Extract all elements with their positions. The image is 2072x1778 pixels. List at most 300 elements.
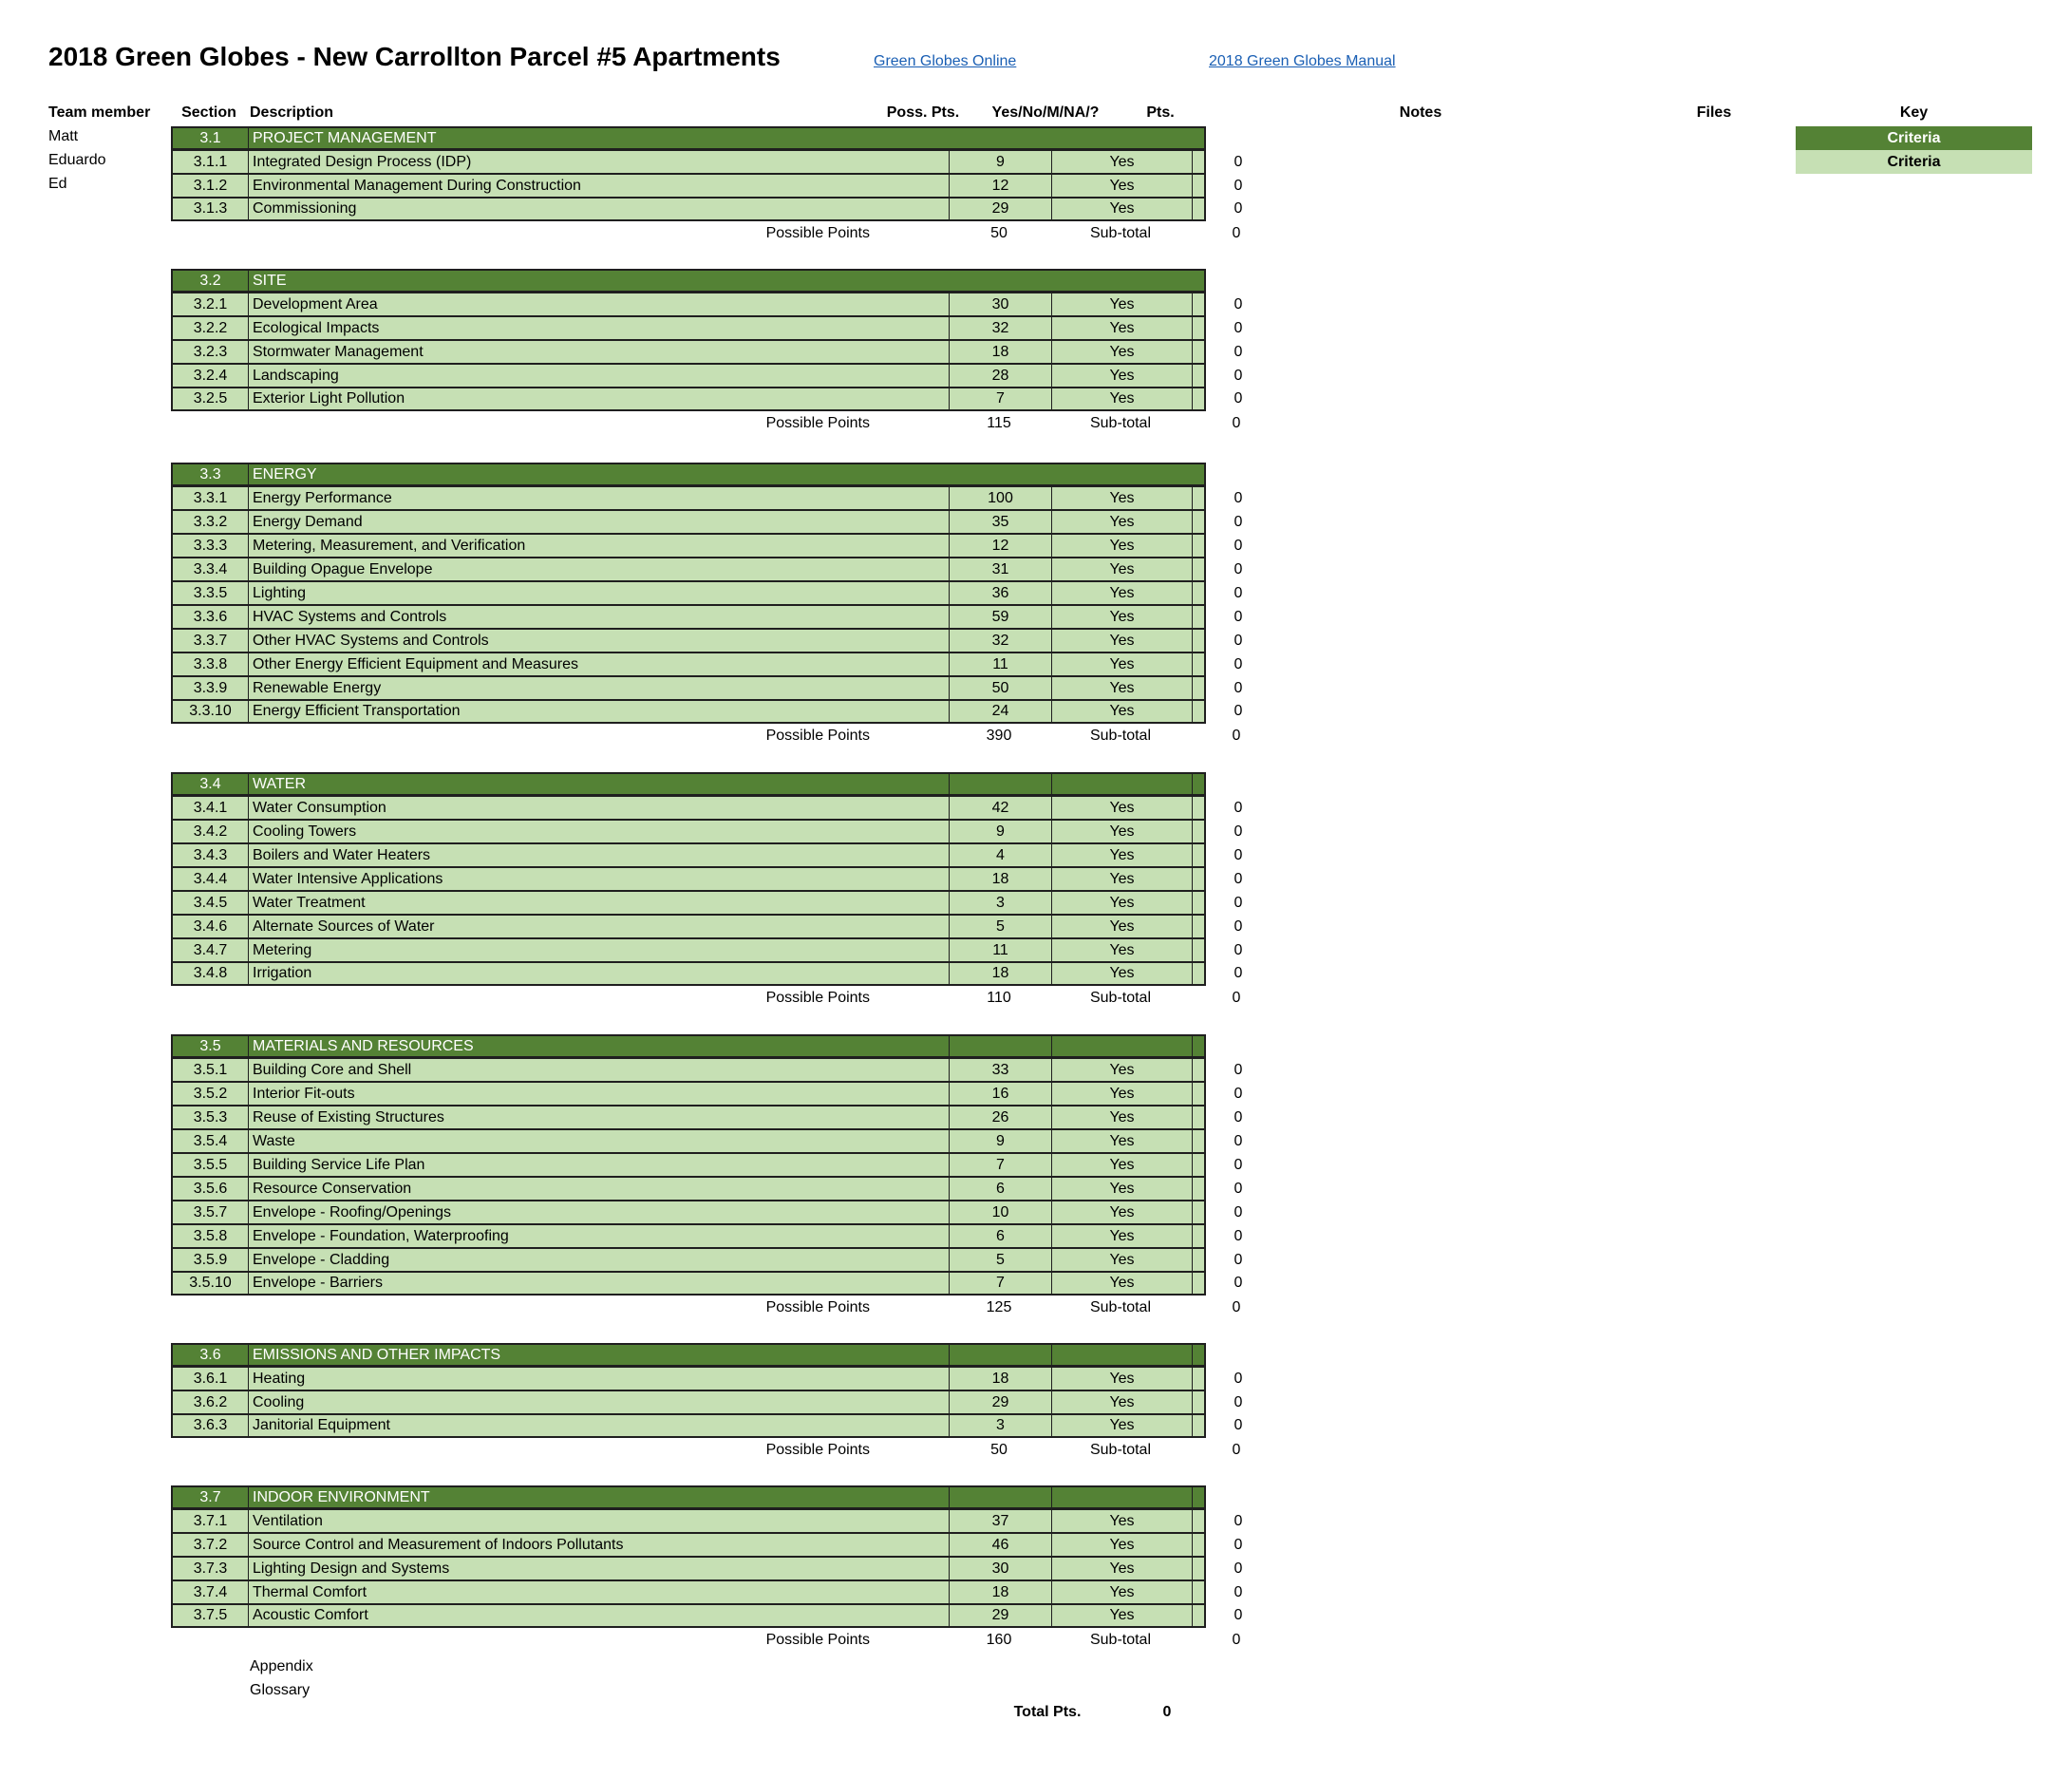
criteria-description: Other HVAC Systems and Controls [249,630,950,652]
points-cell[interactable]: 0 [1234,655,1243,672]
criteria-row [171,1201,1243,1224]
criteria-row [171,486,1243,510]
yes-no-status-cell[interactable]: Yes [1052,341,1193,363]
points-cell[interactable]: 0 [1234,846,1243,863]
section-header-row [171,1034,1206,1058]
criteria-number: 3.3.2 [173,511,249,533]
points-cell[interactable]: 0 [1234,153,1243,170]
subtotal-row [171,221,1241,245]
criteria-row [171,534,1243,558]
criteria-row [171,962,1243,986]
points-cell[interactable]: 0 [1234,870,1243,887]
criteria-number: 3.1.1 [173,151,249,173]
criteria-row [171,820,1243,843]
yes-no-status-cell[interactable]: Yes [1052,1605,1193,1626]
criteria-number: 3.7.4 [173,1581,249,1603]
criteria-number: 3.5.8 [173,1225,249,1247]
possible-points-cell: 6 [950,1178,1052,1200]
criteria-number: 3.5.6 [173,1178,249,1200]
criteria-number: 3.4.6 [173,916,249,937]
possible-points-cell: 29 [950,199,1052,219]
header-key: Key [1899,104,1929,121]
glossary-link[interactable]: Glossary [250,1682,311,1698]
criteria-description: Envelope - Foundation, Waterproofing [249,1225,950,1247]
criteria-row [171,1106,1243,1129]
criteria-row [171,174,1243,198]
criteria-description: Energy Performance [249,487,950,509]
green-globes-manual-link[interactable]: 2018 Green Globes Manual [1209,53,1396,69]
points-cell[interactable]: 0 [1234,1203,1243,1220]
criteria-row [171,340,1243,364]
section-title: WATER [249,774,950,794]
criteria-number: 3.2.3 [173,341,249,363]
possible-points-cell: 59 [950,606,1052,628]
yes-no-status-cell[interactable]: Yes [1052,1510,1193,1532]
page-title: 2018 Green Globes - New Carrollton Parcel #5 Apartments [48,42,781,71]
points-cell[interactable]: 0 [1234,1061,1243,1078]
section-header-blank [950,271,1052,291]
subtotal-value: 0 [1232,415,1241,431]
criteria-description: Ventilation [249,1510,950,1532]
yes-no-status-cell[interactable]: Yes [1052,487,1193,509]
criteria-description: Thermal Comfort [249,1581,950,1603]
criteria-description: Ecological Impacts [249,317,950,339]
key-criteria-light: Criteria [1796,150,2032,174]
criteria-number: 3.3.7 [173,630,249,652]
yes-no-status-cell[interactable]: Yes [1052,388,1193,409]
section-header-blank [1052,1487,1193,1507]
points-cell[interactable]: 0 [1234,390,1243,407]
criteria-description: Envelope - Barriers [249,1273,950,1294]
yes-no-status-cell[interactable]: Yes [1052,511,1193,533]
points-cell[interactable]: 0 [1234,295,1243,312]
criteria-number: 3.2.2 [173,317,249,339]
criteria-row [171,1509,1243,1533]
possible-points-cell: 6 [950,1225,1052,1247]
points-cell[interactable]: 0 [1234,965,1243,981]
criteria-number: 3.3.6 [173,606,249,628]
section-title: EMISSIONS AND OTHER IMPACTS [249,1345,950,1365]
criteria-row [171,796,1243,820]
possible-points-cell: 12 [950,175,1052,197]
section-header-blank [1193,1036,1284,1056]
yes-no-status-cell[interactable]: Yes [1052,1581,1193,1603]
points-cell[interactable]: 0 [1234,1251,1243,1268]
criteria-number: 3.4.2 [173,821,249,842]
criteria-number: 3.4.8 [173,963,249,984]
criteria-row [171,388,1243,411]
points-cell[interactable]: 0 [1234,799,1243,816]
criteria-row [171,293,1243,316]
points-cell[interactable]: 0 [1234,1156,1243,1173]
criteria-description: Resource Conservation [249,1178,950,1200]
subtotal-value: 0 [1232,1632,1241,1648]
section-header-row [171,1343,1206,1367]
subtotal-label: Sub-total [1089,225,1152,241]
yes-no-status-cell[interactable]: Yes [1052,868,1193,890]
section-header-blank [1193,128,1284,148]
possible-points-cell: 11 [950,939,1052,961]
points-cell[interactable]: 0 [1234,894,1243,911]
criteria-row [171,1272,1243,1296]
total-points-label: Total Pts. [1013,1704,1082,1720]
criteria-description: Integrated Design Process (IDP) [249,151,950,173]
criteria-description: Cooling Towers [249,821,950,842]
possible-points-cell: 32 [950,630,1052,652]
section-header-blank [1052,464,1193,484]
points-cell[interactable]: 0 [1234,941,1243,958]
criteria-row [171,700,1243,724]
criteria-description: Boilers and Water Heaters [249,844,950,866]
possible-points-cell: 3 [950,892,1052,914]
possible-points-label: Possible Points [765,1632,870,1648]
points-cell[interactable]: 0 [1234,1132,1243,1149]
criteria-number: 3.5.5 [173,1154,249,1176]
yes-no-status-cell[interactable]: Yes [1052,677,1193,699]
possible-points-cell: 100 [950,487,1052,509]
points-cell[interactable]: 0 [1234,367,1243,384]
criteria-row [171,510,1243,534]
yes-no-status-cell[interactable]: Yes [1052,1107,1193,1128]
yes-no-status-cell[interactable]: Yes [1052,1249,1193,1271]
yes-no-status-cell[interactable]: Yes [1052,199,1193,219]
points-cell[interactable]: 0 [1234,1085,1243,1102]
criteria-number: 3.5.10 [173,1273,249,1294]
criteria-number: 3.5.1 [173,1059,249,1081]
points-cell[interactable]: 0 [1234,1275,1243,1291]
possible-points-cell: 18 [950,963,1052,984]
criteria-number: 3.3.9 [173,677,249,699]
criteria-description: Heating [249,1368,950,1390]
points-cell[interactable]: 0 [1234,177,1243,194]
section-title: PROJECT MANAGEMENT [253,129,437,146]
subtotal-label: Sub-total [1089,1442,1152,1458]
criteria-description: Reuse of Existing Structures [249,1107,950,1128]
possible-points-total: 390 [986,728,1012,744]
points-cell[interactable]: 0 [1234,537,1243,554]
green-globes-online-link[interactable]: Green Globes Online [874,53,1017,69]
criteria-number: 3.3.5 [173,582,249,604]
subtotal-label: Sub-total [1089,1632,1152,1648]
yes-no-status-cell[interactable]: Yes [1052,1225,1193,1247]
yes-no-status-cell[interactable]: Yes [1052,365,1193,387]
possible-points-cell: 7 [950,1273,1052,1294]
possible-points-label: Possible Points [765,225,870,241]
criteria-row [171,316,1243,340]
criteria-row [171,1557,1243,1580]
criteria-row [171,198,1243,221]
criteria-description: Alternate Sources of Water [249,916,950,937]
section-header-row [171,126,1206,150]
section-header-blank [950,1036,1052,1056]
possible-points-label: Possible Points [765,728,870,744]
yes-no-status-cell[interactable]: Yes [1052,1201,1193,1223]
criteria-description: Energy Demand [249,511,950,533]
yes-no-status-cell[interactable]: Yes [1052,963,1193,984]
criteria-number: 3.5.2 [173,1083,249,1105]
criteria-number: 3.5.3 [173,1107,249,1128]
appendix-link[interactable]: Appendix [250,1658,313,1674]
yes-no-status-cell[interactable]: Yes [1052,151,1193,173]
criteria-row [171,1580,1243,1604]
section-number: 3.2 [173,271,249,291]
points-cell[interactable]: 0 [1234,1512,1243,1529]
criteria-row [171,1248,1243,1272]
criteria-row [171,1082,1243,1106]
criteria-number: 3.4.1 [173,797,249,819]
criteria-row [171,558,1243,581]
possible-points-cell: 3 [950,1415,1052,1436]
criteria-row [171,1604,1243,1628]
criteria-description: Commissioning [249,199,950,219]
yes-no-status-cell[interactable]: Yes [1052,1368,1193,1390]
yes-no-status-cell[interactable]: Yes [1052,1083,1193,1105]
criteria-row [171,915,1243,938]
points-cell[interactable]: 0 [1234,1180,1243,1197]
criteria-number: 3.3.3 [173,535,249,557]
criteria-row [171,364,1243,388]
points-cell[interactable]: 0 [1234,1108,1243,1125]
yes-no-status-cell[interactable]: Yes [1052,630,1193,652]
team-member-eduardo: Eduardo [48,152,106,168]
criteria-description: Envelope - Cladding [249,1249,950,1271]
subtotal-value: 0 [1232,990,1241,1006]
criteria-description: Building Core and Shell [249,1059,950,1081]
criteria-row [171,629,1243,653]
section-header-blank [1052,271,1193,291]
possible-points-cell: 7 [950,1154,1052,1176]
criteria-row [171,1177,1243,1201]
possible-points-total: 115 [987,415,1011,431]
criteria-row [171,1390,1243,1414]
section-header-blank [1193,774,1284,794]
header-section: Section [181,104,236,121]
criteria-row [171,605,1243,629]
section-number: 3.1 [173,128,249,148]
criteria-number: 3.1.3 [173,199,249,219]
section-number: 3.4 [173,774,249,794]
subtotal-row [171,411,1241,435]
section-title: MATERIALS AND RESOURCES [249,1036,950,1056]
subtotal-value: 0 [1232,1442,1241,1458]
criteria-row [171,150,1243,174]
criteria-number: 3.3.1 [173,487,249,509]
criteria-description: Lighting Design and Systems [249,1558,950,1579]
criteria-row [171,1129,1243,1153]
section-number: 3.5 [173,1036,249,1056]
yes-no-status-cell[interactable]: Yes [1052,1273,1193,1294]
yes-no-status-cell[interactable]: Yes [1052,1534,1193,1556]
possible-points-cell: 16 [950,1083,1052,1105]
yes-no-status-cell[interactable]: Yes [1052,558,1193,580]
criteria-number: 3.7.1 [173,1510,249,1532]
yes-no-status-cell[interactable]: Yes [1052,916,1193,937]
possible-points-cell: 18 [950,868,1052,890]
criteria-description: Lighting [249,582,950,604]
criteria-row [171,867,1243,891]
section-header-row [171,772,1206,796]
criteria-description: Energy Efficient Transportation [249,701,950,722]
yes-no-status-cell[interactable]: Yes [1052,892,1193,914]
criteria-description: Cooling [249,1391,950,1413]
yes-no-status-cell[interactable]: Yes [1052,797,1193,819]
header-team-member: Team member [48,104,151,121]
section-header-blank [950,1345,1052,1365]
points-cell[interactable]: 0 [1234,200,1243,217]
criteria-description: Metering [249,939,950,961]
points-cell[interactable]: 0 [1234,703,1243,719]
criteria-description: HVAC Systems and Controls [249,606,950,628]
subtotal-row [171,724,1241,747]
header-poss-pts: Poss. Pts. [886,104,960,121]
yes-no-status-cell[interactable]: Yes [1052,701,1193,722]
section-header-row [171,269,1206,293]
yes-no-status-cell[interactable]: Yes [1052,1391,1193,1413]
criteria-number: 3.4.7 [173,939,249,961]
header-pts: Pts. [1146,104,1175,121]
subtotal-row [171,1628,1241,1652]
possible-points-cell: 7 [950,388,1052,409]
section-header-blank [950,128,1052,148]
possible-points-cell: 37 [950,1510,1052,1532]
points-cell[interactable]: 0 [1234,1417,1243,1433]
yes-no-status-cell[interactable]: Yes [1052,1558,1193,1579]
yes-no-status-cell[interactable]: Yes [1052,535,1193,557]
points-cell[interactable]: 0 [1234,1370,1243,1387]
criteria-row [171,1058,1243,1082]
yes-no-status-cell[interactable]: Yes [1052,1059,1193,1081]
possible-points-cell: 29 [950,1605,1052,1626]
yes-no-status-cell[interactable]: Yes [1052,582,1193,604]
section-title: INDOOR ENVIRONMENT [249,1487,950,1507]
criteria-row [171,676,1243,700]
points-cell[interactable]: 0 [1234,560,1243,577]
criteria-number: 3.6.2 [173,1391,249,1413]
points-cell[interactable]: 0 [1234,1560,1243,1577]
possible-points-cell: 4 [950,844,1052,866]
section-header-blank [1193,1345,1284,1365]
possible-points-cell: 33 [950,1059,1052,1081]
criteria-description: Building Opague Envelope [249,558,950,580]
points-cell[interactable]: 0 [1234,513,1243,530]
criteria-description: Development Area [249,293,950,315]
yes-no-status-cell[interactable]: Yes [1052,821,1193,842]
criteria-number: 3.2.5 [173,388,249,409]
section-header-blank [1193,464,1284,484]
yes-no-status-cell[interactable]: Yes [1052,1178,1193,1200]
possible-points-label: Possible Points [765,990,870,1006]
criteria-row [171,1533,1243,1557]
section-header-blank [950,464,1052,484]
points-cell[interactable]: 0 [1234,489,1243,506]
points-cell[interactable]: 0 [1234,584,1243,601]
criteria-description: Exterior Light Pollution [249,388,950,409]
yes-no-status-cell[interactable]: Yes [1052,1154,1193,1176]
possible-points-cell: 46 [950,1534,1052,1556]
yes-no-status-cell[interactable]: Yes [1052,1415,1193,1436]
criteria-description: Envelope - Roofing/Openings [249,1201,950,1223]
criteria-number: 3.2.4 [173,365,249,387]
yes-no-status-cell[interactable]: Yes [1052,293,1193,315]
possible-points-cell: 42 [950,797,1052,819]
possible-points-cell: 28 [950,365,1052,387]
team-member-ed: Ed [48,176,67,192]
header-files: Files [1696,104,1732,121]
points-cell[interactable]: 0 [1234,823,1243,840]
criteria-number: 3.1.2 [173,175,249,197]
possible-points-cell: 12 [950,535,1052,557]
yes-no-status-cell[interactable]: Yes [1052,175,1193,197]
possible-points-cell: 5 [950,1249,1052,1271]
yes-no-status-cell[interactable]: Yes [1052,606,1193,628]
criteria-number: 3.5.4 [173,1130,249,1152]
yes-no-status-cell[interactable]: Yes [1052,317,1193,339]
possible-points-cell: 18 [950,1581,1052,1603]
points-cell[interactable]: 0 [1234,343,1243,360]
points-cell[interactable]: 0 [1234,1536,1243,1553]
section-header-blank [1193,271,1284,291]
possible-points-cell: 9 [950,1130,1052,1152]
yes-no-status-cell[interactable]: Yes [1052,844,1193,866]
section-header-blank [1052,1036,1193,1056]
criteria-description: Water Consumption [249,797,950,819]
possible-points-cell: 10 [950,1201,1052,1223]
criteria-description: Water Intensive Applications [249,868,950,890]
possible-points-cell: 30 [950,1558,1052,1579]
section-header-blank [1052,774,1193,794]
criteria-row [171,581,1243,605]
criteria-description: Landscaping [249,365,950,387]
criteria-row [171,938,1243,962]
possible-points-cell: 18 [950,1368,1052,1390]
criteria-number: 3.3.10 [173,701,249,722]
possible-points-total: 110 [987,990,1011,1006]
criteria-description: Janitorial Equipment [249,1415,950,1436]
yes-no-status-cell[interactable]: Yes [1052,1130,1193,1152]
possible-points-cell: 5 [950,916,1052,937]
criteria-row [171,1367,1243,1390]
key-criteria-dark: Criteria [1796,126,2032,150]
criteria-number: 3.7.5 [173,1605,249,1626]
points-cell[interactable]: 0 [1234,1393,1243,1410]
possible-points-cell: 29 [950,1391,1052,1413]
points-cell[interactable]: 0 [1234,1227,1243,1244]
header-description: Description [250,104,334,121]
subtotal-label: Sub-total [1089,1299,1152,1315]
possible-points-cell: 11 [950,653,1052,675]
criteria-description: Waste [249,1130,950,1152]
points-cell[interactable]: 0 [1234,632,1243,649]
points-cell[interactable]: 0 [1234,1583,1243,1600]
subtotal-row [171,1438,1241,1462]
yes-no-status-cell[interactable]: Yes [1052,939,1193,961]
section-number: 3.3 [173,464,249,484]
subtotal-label: Sub-total [1089,990,1152,1006]
yes-no-status-cell[interactable]: Yes [1052,653,1193,675]
points-cell[interactable]: 0 [1234,1607,1243,1623]
possible-points-cell: 26 [950,1107,1052,1128]
points-cell[interactable]: 0 [1234,319,1243,336]
section-title: SITE [253,272,287,289]
possible-points-cell: 9 [950,151,1052,173]
points-cell[interactable]: 0 [1234,679,1243,696]
criteria-description: Building Service Life Plan [249,1154,950,1176]
possible-points-cell: 36 [950,582,1052,604]
criteria-description: Renewable Energy [249,677,950,699]
criteria-number: 3.2.1 [173,293,249,315]
points-cell[interactable]: 0 [1234,917,1243,935]
points-cell[interactable]: 0 [1234,608,1243,625]
